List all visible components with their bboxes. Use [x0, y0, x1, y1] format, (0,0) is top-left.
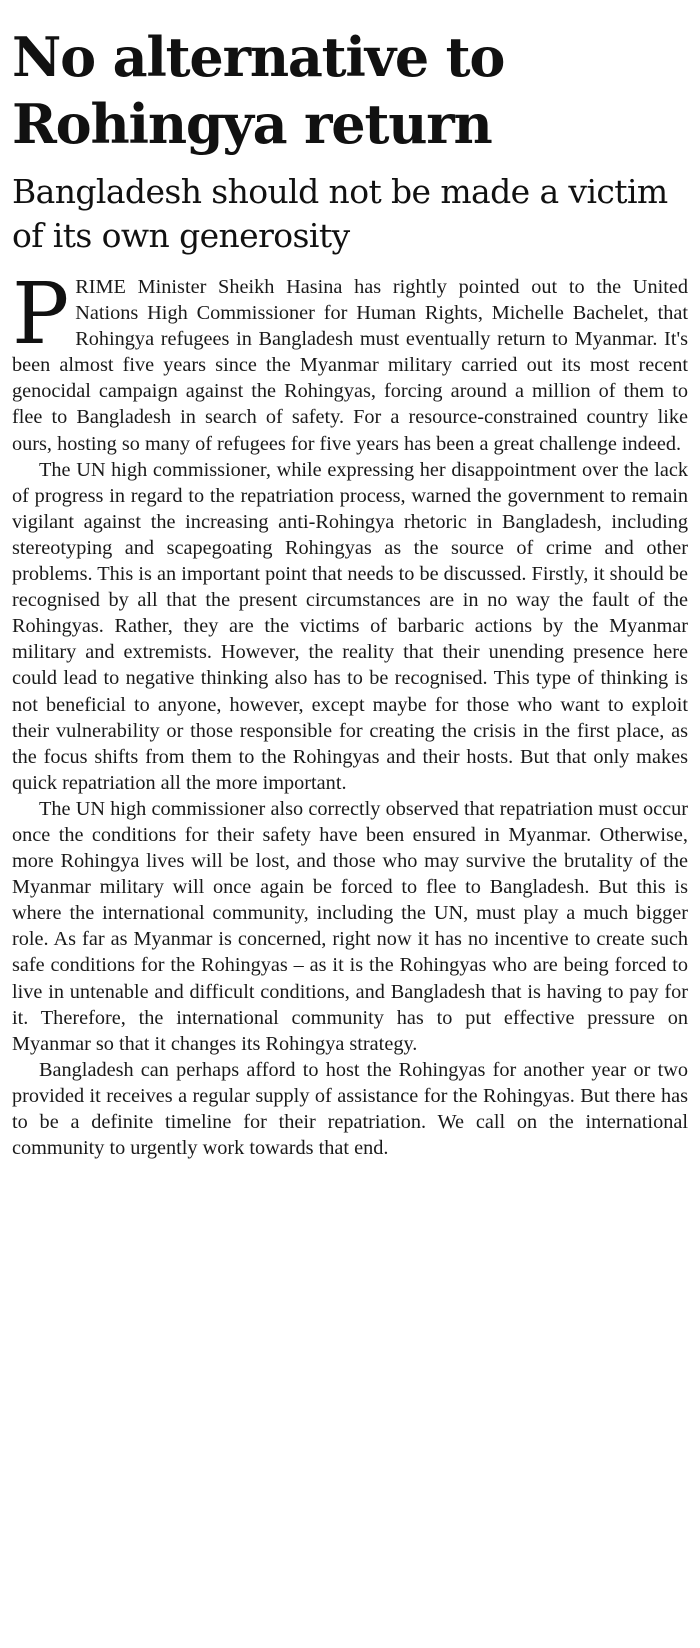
drop-cap: P [12, 265, 70, 364]
paragraph-1 [12, 265, 688, 457]
paragraph-4: Bangladesh can perhaps afford to host the Rohingyas for another year or two provided it receives a regular supply of assistance for the Rohingyas. But there has to be a definite timeline for their repatriation. We call on the international community to urgently work towards that end. [12, 1058, 688, 1160]
paragraph-1-text: RIME Minister Sheikh Hasina has rightly pointed out to the United Nations High Commissioner for Human Rights, Michelle Bachelet, that Rohingya refugees in Bangladesh must eventually return to Myanmar. It's been almost five years since the Myanmar military carried out its most recent genocidal campaign against the Rohingyas, forcing around a million of them to flee to Bangladesh in search of safety. For a resource-constrained country like ours, hosting so many of refugees for five years has been a great challenge indeed. [12, 276, 688, 455]
paragraph-2: The UN high commissioner, while expressing her disappointment over the lack of progress in regard to the repatriation process, warned the government to remain vigilant against the increasing anti-Rohingya rhetoric in Bangladesh, including stereotyping and scapegoating Rohingyas as the source of crime and other problems. This is an important point that needs to be discussed. Firstly, it should be recognised by all that the present circumstances are in no way the fault of the Rohingyas. Rather, they are the victims of barbaric actions by the Myanmar military and extremists. However, the reality that their unending presence here could lead to negative thinking also has to be recognised. This type of thinking is not beneficial to anyone, however, except maybe for those who want to exploit their vulnerability or those responsible for creating the crisis in the first place, as the focus shifts from them to the Rohingyas and their hosts. But that only makes quick repatriation all the more important. [12, 458, 688, 794]
headline: No alternative to Rohingya return [12, 25, 505, 156]
article-body [12, 265, 688, 1161]
paragraph-3: The UN high commissioner also correctly observed that repatriation must occur once the conditions for their safety have been ensured in Myanmar. Otherwise, more Rohingya lives will be lost, and those who may survive the brutality of the Myanmar military will once again be forced to flee to Bangladesh. But this is where the international community, including the UN, must play a much bigger role. As far as Myanmar is concerned, right now it has no incentive to create such safe conditions for the Rohingyas – as it is the Rohingyas who are being forced to live in untenable and difficult conditions, and Bangladesh that is having to pay for it. Therefore, the international community has to put effective pressure on Myanmar so that it changes its Rohingya strategy. [12, 797, 688, 1055]
subheadline: Bangladesh should not be made a victim of its own generosity [12, 172, 668, 255]
